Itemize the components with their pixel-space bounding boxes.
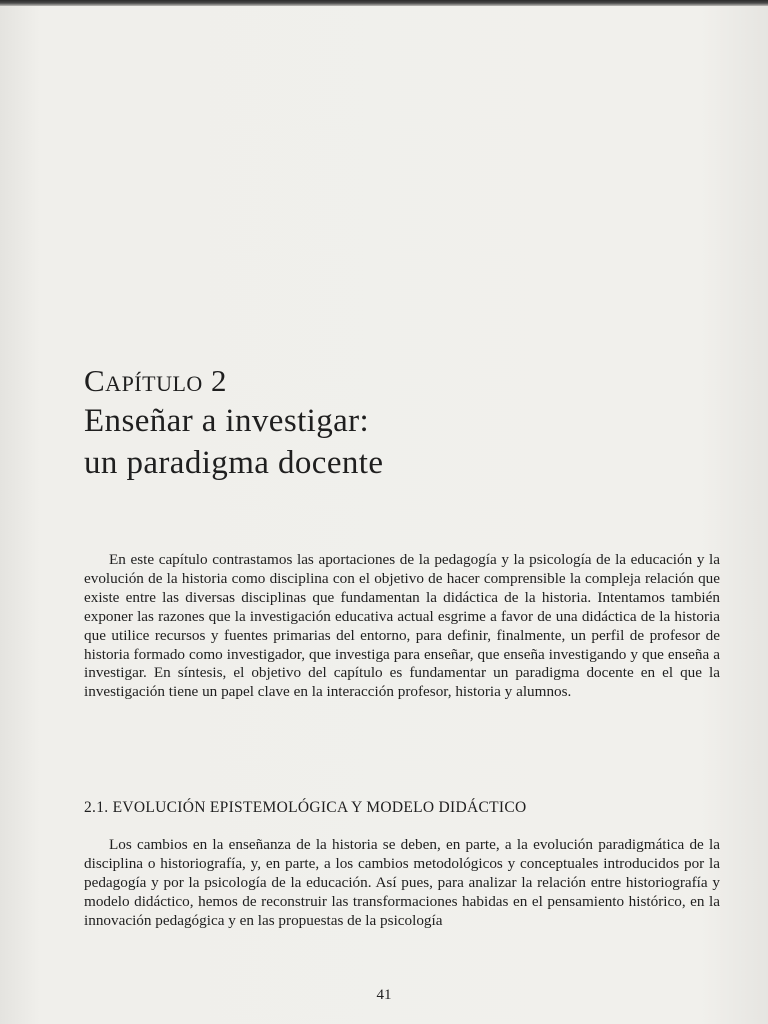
chapter-heading — [84, 362, 704, 484]
section-heading: 2.1. EVOLUCIÓN EPISTEMOLÓGICA Y MODELO DIDÁCTICO — [84, 799, 527, 816]
chapter-abstract: En este capítulo contrastamos las aportaciones de la pedagogía y la psicología de la educación y la evolución de la historia como disciplina con el objetivo de hacer comprensible la compleja relación que existe entre las diversas disciplinas que fundamentan la didáctica de la historia. Intentamos también exponer las razones que la investigación educativa actual esgrime a favor de una didáctica de la historia que utilice recursos y fuentes primarias del entorno, para definir, finalmente, un perfil de profesor de historia formado como investigador, que investiga para enseñar, que enseña investigando y que enseña a investigar. En síntesis, el objetivo del capítulo es fundamentar un paradigma docente en el que la investigación tiene un papel clave en la interacción profesor, historia y alumnos. — [84, 551, 720, 701]
page-number: 41 — [376, 987, 392, 1003]
chapter-title-line-2: un paradigma docente — [84, 445, 384, 481]
chapter-title-line-1: Enseñar a investigar: — [84, 403, 370, 439]
section-body-paragraph: Los cambios en la enseñanza de la historia se deben, en parte, a la evolución paradigmática de la disciplina o historiografía, y, en parte, a los cambios metodológicos y conceptuales introducidos por la pedagogía y por la psicología de la educación. Así pues, para analizar la relación entre historiografía y modelo didáctico, hemos de reconstruir las transformaciones habidas en el pensamiento histórico, en la innovación pedagógica y en las propuestas de la psicología — [84, 836, 720, 929]
chapter-label: Capítulo 2 — [84, 363, 228, 398]
page-top-edge — [0, 0, 768, 6]
